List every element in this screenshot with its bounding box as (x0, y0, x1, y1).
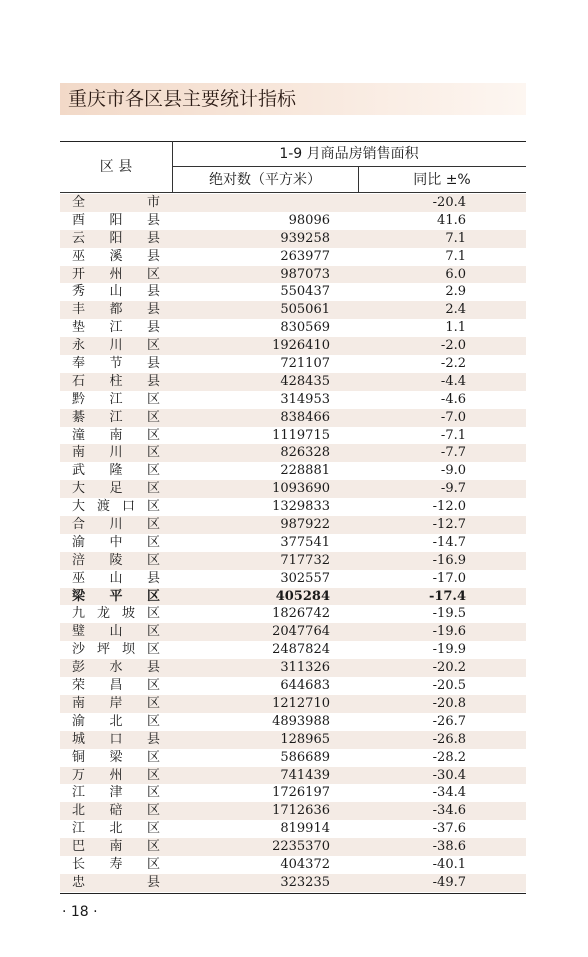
yoy-change: -12.0 (432, 499, 466, 515)
table-row (60, 212, 526, 230)
header-district: 区 县 (99, 159, 133, 175)
district-name: 合 川 区 (72, 517, 160, 533)
district-name: 长 寿 区 (72, 856, 160, 872)
yoy-change: -20.8 (432, 695, 466, 711)
district-name: 开 州 区 (72, 266, 160, 282)
table-row (60, 319, 526, 337)
district-name: 江 津 区 (72, 785, 160, 801)
table-row (60, 856, 526, 874)
table-row (60, 230, 526, 248)
yoy-change: -20.2 (432, 660, 466, 676)
district-name: 沙 坪 坝 区 (72, 642, 160, 658)
district-name: 璧 山 区 (72, 624, 160, 640)
district-name: 荣 昌 区 (72, 678, 160, 694)
yoy-change: 7.1 (445, 248, 466, 264)
district-name: 涪 陵 区 (72, 552, 160, 568)
district-name: 巴 南 区 (72, 839, 160, 855)
absolute-value: 586689 (280, 749, 330, 765)
yoy-change: -26.7 (432, 713, 466, 729)
absolute-value: 1826742 (272, 606, 330, 622)
district-name: 永 川 区 (72, 338, 160, 354)
yoy-change: -2.0 (440, 338, 466, 354)
yoy-change: -7.0 (440, 409, 466, 425)
district-name: 秀 山 县 (72, 284, 160, 300)
absolute-value: 741439 (280, 767, 330, 783)
page-number: · 18 · (62, 904, 98, 920)
header-bottom-rule (60, 192, 526, 193)
header-sales-area: 1-9 月商品房销售面积 (279, 146, 419, 162)
district-name: 江 北 区 (72, 821, 160, 837)
absolute-value: 717732 (280, 552, 330, 568)
absolute-value: 311326 (280, 660, 330, 676)
district-name: 云 阳 县 (72, 230, 160, 246)
absolute-value: 1119715 (272, 427, 330, 443)
yoy-change: -34.6 (432, 803, 466, 819)
district-name: 丰 都 县 (72, 302, 160, 318)
absolute-value: 228881 (280, 463, 330, 479)
absolute-value: 263977 (280, 248, 330, 264)
absolute-value: 4893988 (272, 713, 330, 729)
table-row (60, 283, 526, 301)
yoy-change: -7.1 (440, 427, 466, 443)
yoy-change: -26.8 (432, 731, 466, 747)
absolute-value: 405284 (275, 588, 330, 604)
table-row (60, 641, 526, 659)
yoy-change: -20.4 (432, 195, 466, 210)
table-row (60, 534, 526, 552)
table-row (60, 749, 526, 767)
yoy-change: 41.6 (437, 212, 466, 228)
yoy-change: -19.5 (432, 606, 466, 622)
absolute-value: 1212710 (272, 695, 330, 711)
absolute-value: 314953 (280, 391, 330, 407)
table-row (60, 784, 526, 802)
yoy-change: -2.2 (440, 356, 466, 372)
header-mid-rule (172, 166, 526, 167)
absolute-value: 987073 (280, 266, 330, 282)
absolute-value: 505061 (280, 302, 330, 318)
table-row (60, 373, 526, 391)
table-row (60, 498, 526, 516)
district-name: 大 渡 口 区 (72, 499, 160, 515)
yoy-change: -19.6 (432, 624, 466, 640)
table-row (60, 444, 526, 462)
absolute-value: 1093690 (272, 481, 330, 497)
table-row (60, 588, 526, 606)
yoy-change: -49.7 (432, 874, 466, 890)
absolute-value: 939258 (280, 230, 330, 246)
district-name: 巫 山 县 (72, 570, 160, 586)
absolute-value: 1726197 (272, 785, 330, 801)
district-name: 垫 江 县 (72, 320, 160, 336)
district-name: 巫 溪 县 (72, 248, 160, 264)
yoy-change: 2.9 (445, 284, 466, 300)
yoy-change: -20.5 (432, 678, 466, 694)
absolute-value: 2235370 (272, 839, 330, 855)
header-yoy: 同比 ±% (413, 172, 471, 188)
absolute-value: 377541 (280, 534, 330, 550)
table-row (60, 695, 526, 713)
table-body (60, 194, 526, 892)
absolute-value: 826328 (280, 445, 330, 461)
absolute-value: 323235 (280, 874, 330, 890)
absolute-value: 2047764 (272, 624, 330, 640)
absolute-value: 404372 (280, 856, 330, 872)
page-title: 重庆市各区县主要统计指标 (68, 88, 297, 110)
district-name: 九 龙 坡 区 (72, 606, 160, 622)
district-name: 彭 水 县 (72, 660, 160, 676)
absolute-value: 819914 (280, 821, 330, 837)
yoy-change: -16.9 (432, 552, 466, 568)
table-row (60, 802, 526, 820)
table-row (60, 248, 526, 266)
table-row (60, 480, 526, 498)
absolute-value: 644683 (280, 678, 330, 694)
absolute-value: 838466 (280, 409, 330, 425)
absolute-value: 98096 (288, 212, 330, 228)
district-name: 铜 梁 区 (72, 749, 160, 765)
yoy-change: 6.0 (445, 266, 466, 282)
district-name: 忠 县 (72, 874, 160, 890)
title-band (60, 83, 526, 115)
district-name: 酉 阳 县 (72, 212, 160, 228)
district-name: 城 口 县 (72, 731, 160, 747)
absolute-value: 302557 (280, 570, 330, 586)
table-top-rule (60, 141, 526, 142)
absolute-value: 550437 (280, 284, 330, 300)
absolute-value: 2487824 (272, 642, 330, 658)
yoy-change: -37.6 (432, 821, 466, 837)
absolute-value: 128965 (280, 731, 330, 747)
district-name: 全 市 (72, 195, 160, 210)
district-name: 大 足 区 (72, 481, 160, 497)
yoy-change: -7.7 (440, 445, 466, 461)
yoy-change: -4.4 (440, 373, 466, 389)
table-row (60, 838, 526, 856)
yoy-change: -9.0 (440, 463, 466, 479)
district-name: 黔 江 区 (72, 391, 160, 407)
absolute-value: 1926410 (272, 338, 330, 354)
yoy-change: -40.1 (432, 856, 466, 872)
yoy-change: -17.4 (428, 588, 466, 604)
table-row (60, 605, 526, 623)
table-row (60, 337, 526, 355)
table-row (60, 462, 526, 480)
yoy-change: 7.1 (445, 230, 466, 246)
table-row (60, 623, 526, 641)
header-absolute: 绝对数（平方米） (209, 172, 321, 188)
table-row (60, 516, 526, 534)
district-name: 潼 南 区 (72, 427, 160, 443)
yoy-change: -28.2 (432, 749, 466, 765)
district-name: 渝 中 区 (72, 534, 160, 550)
yoy-change: -19.9 (432, 642, 466, 658)
absolute-value: 987922 (280, 517, 330, 533)
district-name: 渝 北 区 (72, 713, 160, 729)
yoy-change: -38.6 (432, 839, 466, 855)
table-row (60, 409, 526, 427)
district-name: 北 碚 区 (72, 803, 160, 819)
table-row (60, 355, 526, 373)
yoy-change: -9.7 (440, 481, 466, 497)
table-row (60, 570, 526, 588)
yoy-change: 2.4 (445, 302, 466, 318)
district-name: 綦 江 区 (72, 409, 160, 425)
yoy-change: 1.1 (445, 320, 466, 336)
table-row (60, 659, 526, 677)
table-row (60, 820, 526, 838)
district-name: 奉 节 县 (72, 356, 160, 372)
yoy-change: -12.7 (432, 517, 466, 533)
table-row (60, 266, 526, 284)
table-row (60, 194, 526, 212)
table-row (60, 731, 526, 749)
district-name: 南 川 区 (72, 445, 160, 461)
table-row (60, 767, 526, 785)
absolute-value: 1712636 (272, 803, 330, 819)
yoy-change: -30.4 (432, 767, 466, 783)
table-row (60, 874, 526, 892)
table-row (60, 677, 526, 695)
district-name: 武 隆 区 (72, 463, 160, 479)
table-row (60, 391, 526, 409)
district-name: 南 岸 区 (72, 695, 160, 711)
table-row (60, 552, 526, 570)
table-bottom-rule (60, 893, 526, 894)
absolute-value: 1329833 (272, 499, 330, 515)
absolute-value: 428435 (280, 373, 330, 389)
yoy-change: -17.0 (432, 570, 466, 586)
absolute-value: 830569 (280, 320, 330, 336)
yoy-change: -14.7 (432, 534, 466, 550)
table-row (60, 713, 526, 731)
yoy-change: -34.4 (432, 785, 466, 801)
district-name: 梁 平 区 (72, 588, 160, 604)
table-row (60, 427, 526, 445)
absolute-value: 721107 (280, 356, 330, 372)
yoy-change: -4.6 (440, 391, 466, 407)
district-name: 万 州 区 (72, 767, 160, 783)
district-name: 石 柱 县 (72, 373, 160, 389)
table-row (60, 301, 526, 319)
